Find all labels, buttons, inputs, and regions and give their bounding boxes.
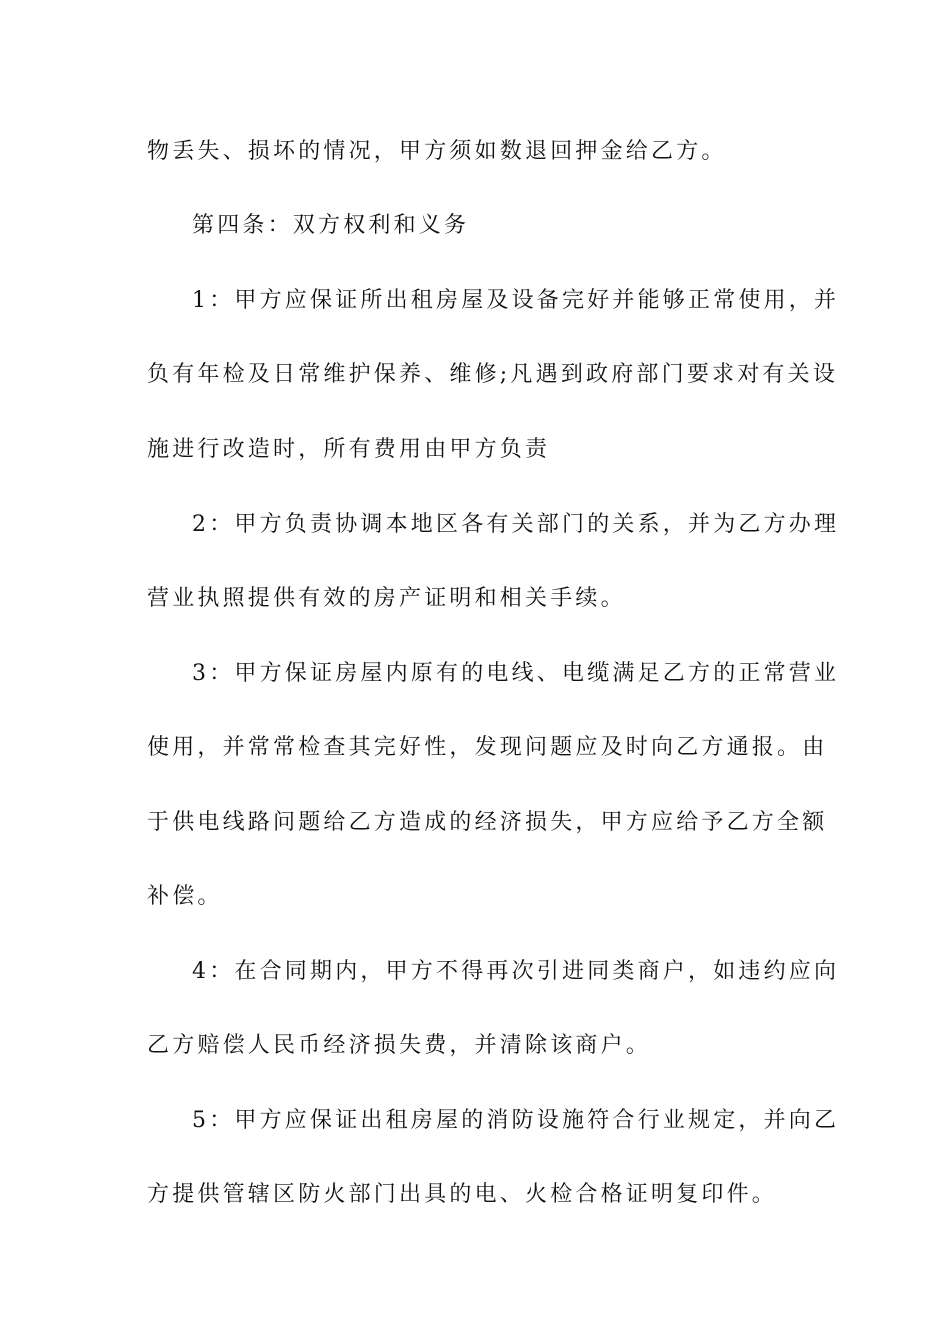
clause-4-line-2: 乙方赔偿人民币经济损失费，并清除该商户。: [147, 1033, 652, 1058]
clause-3-line-2: 使用，并常常检查其完好性，发现问题应及时向乙方通报。由: [147, 735, 828, 760]
clause-3-line-1: 3：甲方保证房屋内原有的电线、电缆满足乙方的正常营业: [192, 661, 840, 686]
section-heading-article-4: 第四条：双方权利和义务: [192, 213, 470, 238]
clause-1-line-1: 1：甲方应保证所出租房屋及设备完好并能够正常使用，并: [192, 288, 840, 313]
clause-2-line-2: 营业执照提供有效的房产证明和相关手续。: [147, 586, 626, 611]
text-line-1: 物丢失、损坏的情况，甲方须如数退回押金给乙方。: [147, 139, 727, 164]
clause-2-line-1: 2：甲方负责协调本地区各有关部门的关系，并为乙方办理: [192, 512, 840, 537]
clause-1-line-3: 施进行改造时，所有费用由甲方负责: [147, 437, 551, 462]
clause-5-line-1: 5：甲方应保证出租房屋的消防设施符合行业规定，并向乙: [192, 1108, 840, 1133]
clause-1-line-2: 负有年检及日常维护保养、维修;凡遇到政府部门要求对有关设: [147, 362, 839, 387]
clause-3-line-3: 于供电线路问题给乙方造成的经济损失，甲方应给予乙方全额: [147, 810, 828, 835]
clause-4-line-1: 4：在合同期内，甲方不得再次引进同类商户，如违约应向: [192, 959, 840, 984]
clause-5-line-2: 方提供管辖区防火部门出具的电、火检合格证明复印件。: [147, 1182, 778, 1207]
clause-3-line-4: 补偿。: [147, 884, 223, 909]
